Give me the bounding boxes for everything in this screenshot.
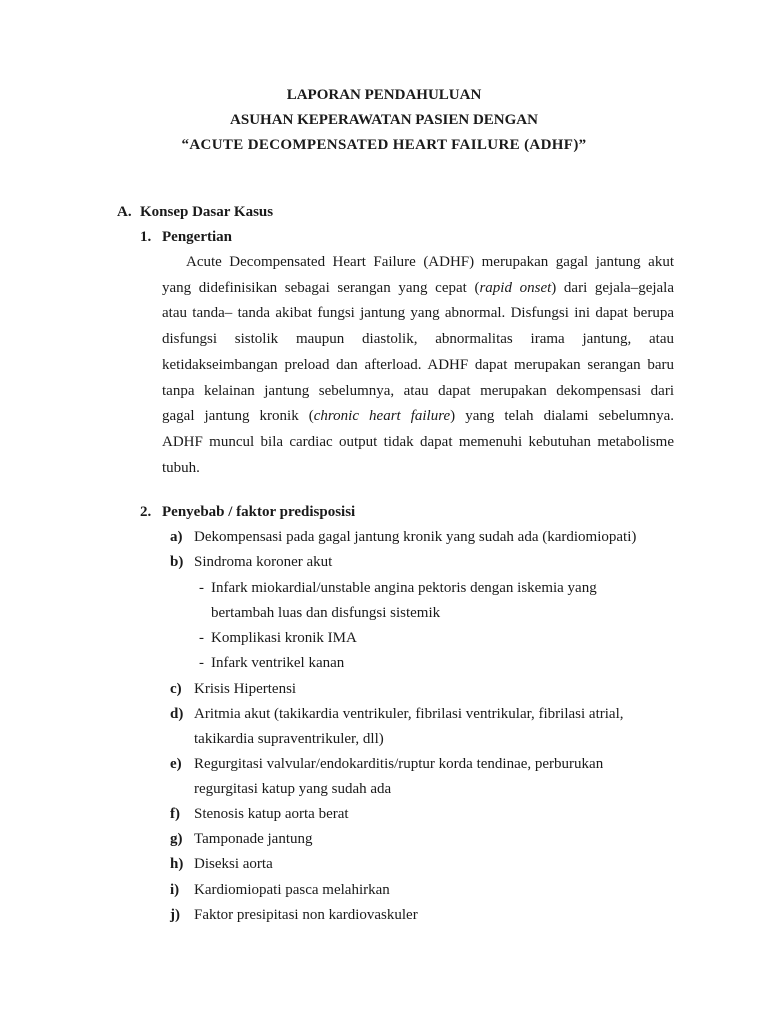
item-g-text: Tamponade jantung [194,831,313,847]
item-b-dash-1: - [199,580,204,596]
item-b-text: Sindroma koroner akut [194,554,333,570]
item-b-sub-2: Komplikasi kronik IMA [211,630,357,646]
para-line: disfungsi sistolik maupun diastolik, abnormalitas irama jantung, atau [162,331,674,348]
item-b-dash-3: - [199,655,204,671]
item-j-marker: j) [170,907,180,923]
sub2-title: Penyebab / faktor predisposisi [162,504,356,520]
item-h-text: Diseksi aorta [194,856,273,872]
item-j-text: Faktor presipitasi non kardiovaskuler [194,907,418,923]
item-f-text: Stenosis katup aorta berat [194,806,349,822]
item-a-marker: a) [170,529,183,545]
item-i-marker: i) [170,882,180,898]
item-c-text: Krisis Hipertensi [194,681,297,697]
para-line: atau tanda– tanda akibat fungsi jantung yang abnormal. Disfungsi ini dapat berupa [162,305,674,322]
sub1-marker: 1. [140,229,152,245]
definition-paragraph [162,250,674,481]
item-d-marker: d) [170,706,184,722]
title-line-3: “ACUTE DECOMPENSATED HEART FAILURE (ADHF)” [181,137,587,153]
item-h-marker: h) [170,856,184,872]
item-i-text: Kardiomiopati pasca melahirkan [194,882,390,898]
item-b-marker: b) [170,554,184,570]
para-line: gagal jantung kronik (chronic heart failure) yang telah dialami sebelumnya. [162,408,674,425]
item-b-dash-2: - [199,630,204,646]
item-d-text: Aritmia akut (takikardia ventrikuler, fibrilasi ventrikular, fibrilasi atrial, [194,706,624,722]
item-a-text: Dekompensasi pada gagal jantung kronik yang sudah ada (kardiomiopati) [194,529,637,545]
para-line: tanpa kelainan jantung sebelumnya, atau dapat merupakan dekompensasi dari [162,382,674,399]
section-a-title: Konsep Dasar Kasus [140,204,274,220]
item-b-sub-3: Infark ventrikel kanan [211,655,345,671]
para-line: Acute Decompensated Heart Failure (ADHF) merupakan gagal jantung akut [186,254,674,270]
item-e-text: Regurgitasi valvular/endokarditis/ruptur korda tendinae, perburukan [194,756,604,772]
para-line: yang didefinisikan sebagai serangan yang cepat (rapid onset) dari gejala–gejala [162,279,675,296]
para-line: ketidakseimbangan preload dan afterload. ADHF dapat merupakan serangan baru [162,356,674,373]
item-b-sub-1-cont: bertambah luas dan disfungsi sistemik [211,605,441,621]
sub2-marker: 2. [140,504,152,520]
title-line-1: LAPORAN PENDAHULUAN [286,87,482,103]
item-d-cont: takikardia supraventrikuler, dll) [194,731,384,747]
item-e-cont: regurgitasi katup yang sudah ada [194,781,392,797]
item-f-marker: f) [170,806,180,822]
item-b-sub-1: Infark miokardial/unstable angina pektoris dengan iskemia yang [211,580,597,596]
item-e-marker: e) [170,756,182,772]
item-c-marker: c) [170,681,182,697]
section-a-marker: A. [117,204,132,220]
sub1-title: Pengertian [162,229,232,245]
para-line: tubuh. [162,459,200,476]
para-line: ADHF muncul bila cardiac output tidak dapat memenuhi kebutuhan metabolisme [162,433,674,450]
title-line-2: ASUHAN KEPERAWATAN PASIEN DENGAN [230,112,538,128]
item-g-marker: g) [170,831,183,847]
